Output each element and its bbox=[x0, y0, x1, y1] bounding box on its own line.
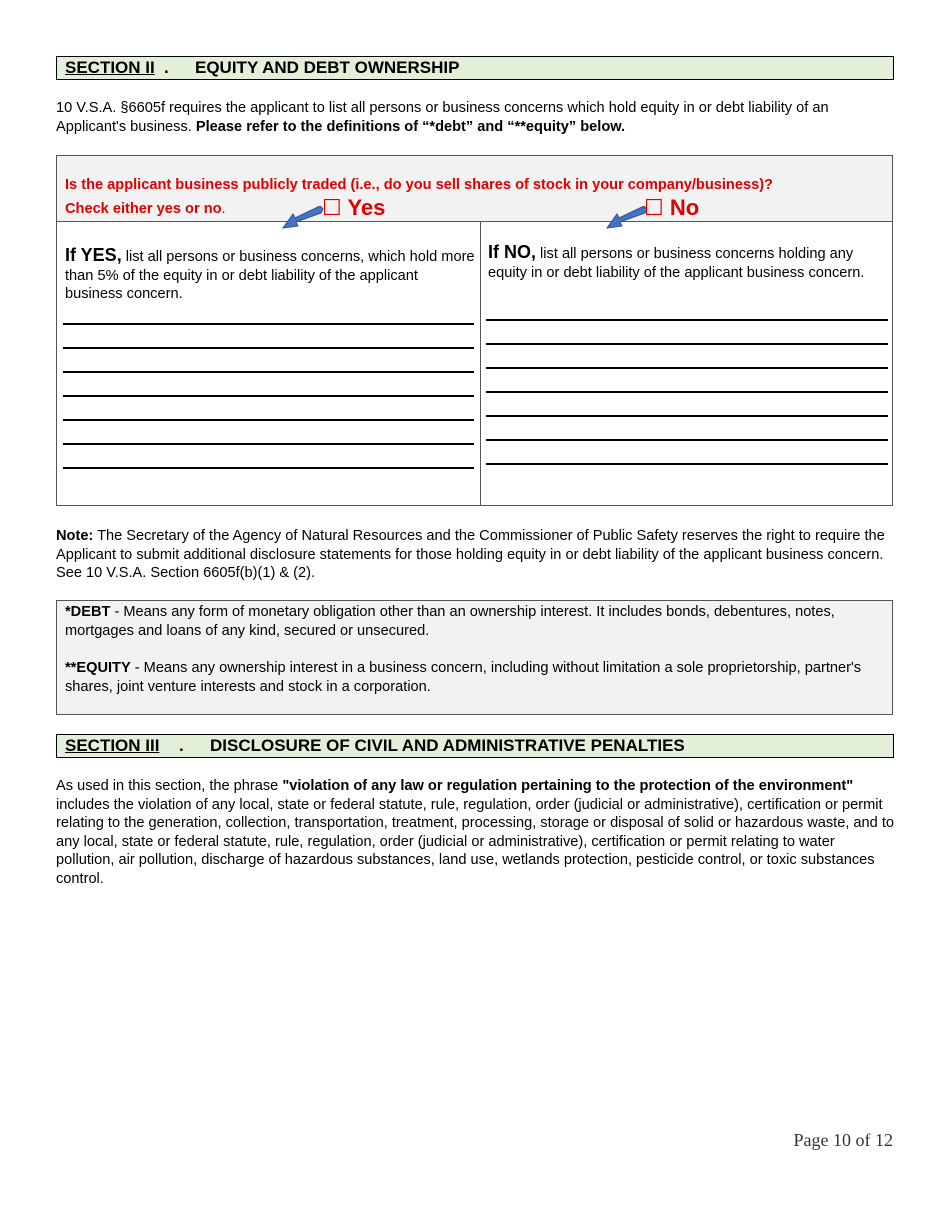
yes-entry-line[interactable] bbox=[63, 419, 474, 421]
section-2-number: SECTION II bbox=[65, 58, 155, 77]
note-paragraph: Note: The Secretary of the Agency of Natural Resources and the Commissioner of Public Safety reserves the right to require the Applicant to submit additional disclosure statements for those holding equity in or debt liability of the applicant business concern. See 10 V.S.A. Section 6605f(b)(1) & (2). bbox=[56, 528, 885, 582]
section-3-dot: . bbox=[179, 736, 184, 755]
no-arrow-icon bbox=[605, 206, 649, 232]
yes-entry-line[interactable] bbox=[63, 371, 474, 373]
no-entry-line[interactable] bbox=[486, 319, 888, 321]
yes-entry-line[interactable] bbox=[63, 323, 474, 325]
section-3-paragraph: As used in this section, the phrase "violation of any law or regulation pertaining to the protection of the environment" includes the violation of any local, state or federal statute, rule, regulation, order (judicial or administrative), certification or permit relating to the generation, collection, transportation, treatment, processing, storage or disposal of solid or hazardous waste, and to any local, state or federal statute, rule, regulation, order (judicial or administrative), certification or permit relating to water pollution, air pollution, discharge of hazardous substances, land use, wetlands protection, pesticide control, or toxic substances control. bbox=[56, 778, 895, 887]
no-entry-line[interactable] bbox=[486, 367, 888, 369]
no-entry-line[interactable] bbox=[486, 391, 888, 393]
question-instruction: Check either yes or no. bbox=[65, 201, 226, 217]
yes-arrow-icon bbox=[281, 206, 325, 232]
publicly-traded-question-box bbox=[56, 155, 893, 506]
yes-checkbox[interactable]: ☐ Yes bbox=[322, 195, 386, 220]
definitions-box bbox=[56, 600, 893, 715]
section-3-number: SECTION III bbox=[65, 736, 160, 755]
question-text: Is the applicant business publicly traded (i.e., do you sell shares of stock in your company/business)? bbox=[65, 177, 773, 193]
yes-column-instructions: If YES, list all persons or business concerns, which hold more than 5% of the equity in or debt liability of the applicant business concern. bbox=[65, 245, 475, 303]
no-entry-line[interactable] bbox=[486, 343, 888, 345]
debt-definition: *DEBT - Means any form of monetary obligation other than an ownership interest. It includes bonds, debentures, notes, mortgages and loans of any kind, secured or unsecured. bbox=[65, 604, 835, 639]
section-2-header bbox=[56, 56, 894, 80]
yes-entry-line[interactable] bbox=[63, 467, 474, 469]
no-entry-line[interactable] bbox=[486, 439, 888, 441]
column-divider bbox=[480, 221, 481, 506]
yes-entry-line[interactable] bbox=[63, 443, 474, 445]
intro-paragraph: 10 V.S.A. §6605f requires the applicant to list all persons or business concerns which hold equity in or debt liability of an Applicant's business. Please refer to the definitions of “*debt” and “**equity” below. bbox=[56, 100, 829, 135]
no-column-instructions: If NO, list all persons or business concerns holding any equity in or debt liability of the applicant business concern. bbox=[488, 242, 865, 281]
no-entry-line[interactable] bbox=[486, 415, 888, 417]
section-2-title: EQUITY AND DEBT OWNERSHIP bbox=[195, 58, 460, 77]
section-3-title: DISCLOSURE OF CIVIL AND ADMINISTRATIVE PENALTIES bbox=[210, 736, 685, 755]
equity-definition: **EQUITY - Means any ownership interest in a business concern, including without limitation a sole proprietorship, partner's shares, joint venture interests and stock in a corporation. bbox=[65, 660, 862, 695]
no-checkbox[interactable]: ☐ No bbox=[644, 195, 700, 220]
section-2-dot: . bbox=[164, 58, 169, 77]
section-3-header bbox=[56, 734, 894, 758]
question-header bbox=[57, 156, 892, 222]
no-entry-line[interactable] bbox=[486, 463, 888, 465]
yes-entry-line[interactable] bbox=[63, 347, 474, 349]
page-number: Page 10 of 12 bbox=[793, 1130, 893, 1150]
yes-entry-line[interactable] bbox=[63, 395, 474, 397]
